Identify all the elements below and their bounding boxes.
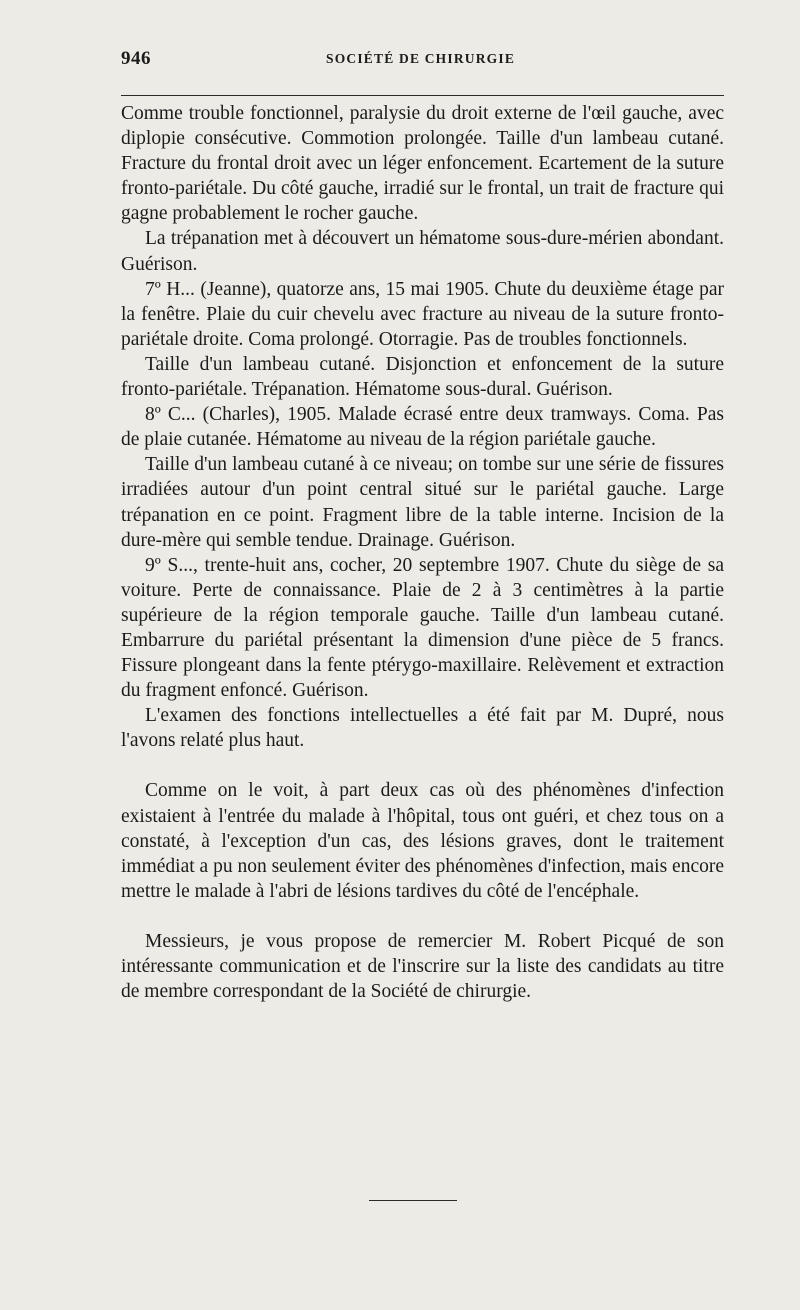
- body-text: [121, 101, 724, 1004]
- paragraph: Comme on le voit, à part deux cas où des phénomènes d'infection existaient à l'entrée du malade à l'hôpital, tous ont guéri, et chez tous on a constaté, à l'exception d'un cas, des lésions graves, dont le traitement immédiat a pu non seulement éviter des phénomènes d'infection, mais encore mettre le malade à l'abri de lésions tardives du côté de l'encéphale.: [121, 780, 724, 902]
- page-number: 946: [121, 48, 151, 69]
- paragraph: La trépanation met à découvert un hématome sous-dure-mérien abondant. Guérison.: [121, 228, 724, 275]
- paragraph: Comme trouble fonctionnel, paralysie du droit externe de l'œil gauche, avec diplopie consécutive. Commotion prolongée. Taille d'un lambeau cutané. Fracture du frontal droit avec un léger enfoncement. Ecartement de la suture fronto-pariétale. Du côté gauche, irradié sur le frontal, un trait de fracture qui gagne probablement le rocher gauche.: [121, 103, 724, 225]
- paragraph: Messieurs, je vous propose de remercier M. Robert Picqué de son intéressante communication et de l'inscrire sur la liste des candidats au titre de membre correspondant de la Société de chirurgie.: [121, 930, 724, 1003]
- end-rule: [369, 1200, 457, 1201]
- running-header: [121, 48, 724, 72]
- paragraph: Taille d'un lambeau cutané. Disjonction et enfoncement de la suture fronto-pariétale. Trépanation. Hématome sous-dural. Guérison.: [121, 353, 724, 401]
- paragraph: 7º H... (Jeanne), quatorze ans, 15 mai 1905. Chute du deuxième étage par la fenêtre. Plaie du cuir chevelu avec fracture au niveau de la suture fronto-pariétale droite. Coma prolongé. Otorragie. Pas de troubles fonctionnels.: [121, 278, 724, 350]
- paragraph: Taille d'un lambeau cutané à ce niveau; on tombe sur une série de fissures irradiées autour d'un point central situé sur le pariétal gauche. Large trépanation en ce point. Fragment libre de la table interne. Incision de la dure-mère qui semble tendue. Drainage. Guérison.: [121, 454, 724, 551]
- header-rule: [121, 95, 724, 96]
- paragraph: 9º S..., trente-huit ans, cocher, 20 septembre 1907. Chute du siège de sa voiture. Perte de connaissance. Plaie de 2 à 3 centimètres à la partie supérieure de la région temporale gauche. Taille d'un lambeau cutané. Embarrure du pariétal présentant la dimension d'une pièce de 5 francs. Fissure plongeant dans la fente ptérygo-maxillaire. Relèvement et extraction du fragment enfoncé. Guérison.: [121, 554, 724, 702]
- paragraph: L'examen des fonctions intellectuelles a été fait par M. Dupré, nous l'avons relaté plus haut.: [121, 705, 724, 752]
- paragraph: 8º C... (Charles), 1905. Malade écrasé entre deux tramways. Coma. Pas de plaie cutanée. Hématome au niveau de la région pariétale gauche.: [121, 404, 724, 451]
- running-title: SOCIÉTÉ DE CHIRURGIE: [326, 51, 516, 66]
